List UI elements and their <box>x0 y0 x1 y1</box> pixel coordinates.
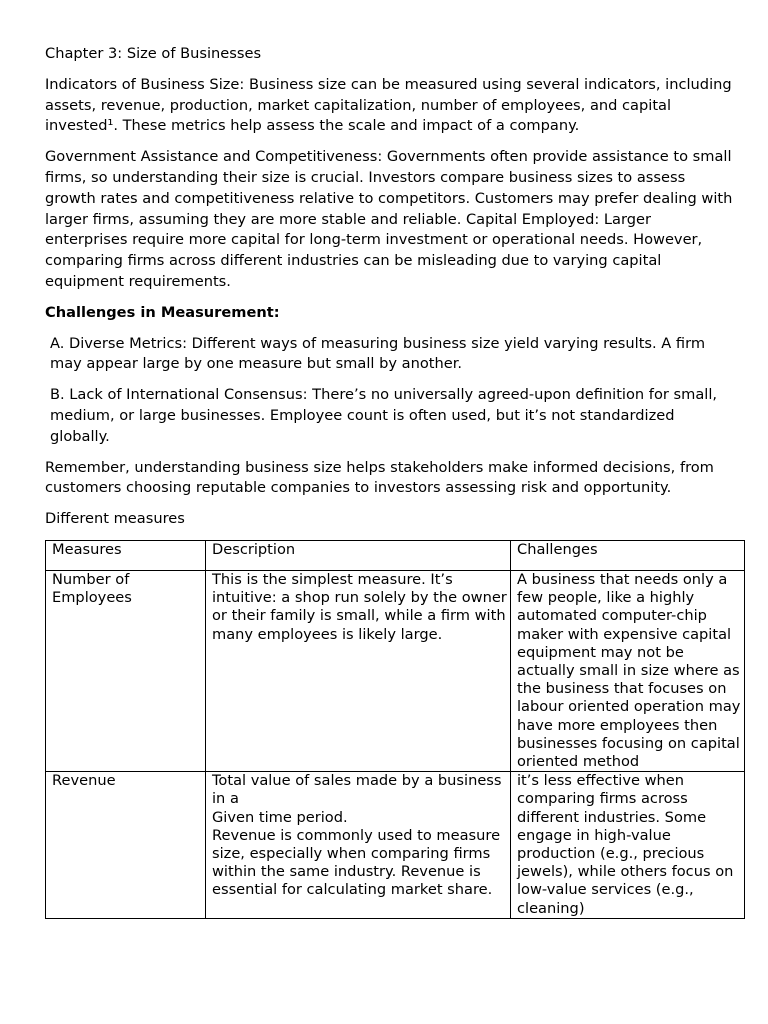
revenue-description-line: Given time period. <box>212 808 348 826</box>
cell-measure-employees: Number of Employees <box>46 570 206 771</box>
table-header-row <box>46 540 745 570</box>
measures-table <box>45 540 745 919</box>
challenge-item-a: A. Diverse Metrics: Different ways of measuring business size yield varying results. A firm may appear large by one measure but small by another. <box>50 334 706 373</box>
revenue-description-line: Revenue is commonly used to measure size, especially when comparing firms within the same industry. Revenue is essential for calculating market share. <box>212 826 501 899</box>
table-row <box>46 570 745 771</box>
challenges-heading: Challenges in Measurement: <box>45 303 280 321</box>
revenue-description-line: Total value of sales made by a business in a <box>212 772 502 808</box>
header-measures-label: Measures <box>52 540 122 558</box>
paragraph-government-assistance: Government Assistance and Competitiveness: Governments often provide assistance to small firms, so understanding their size is crucial. Investors compare business sizes to assess growth rates and competitiveness relative to competitors. Customers may prefer dealing with larger firms, assuming they are more stable and reliable. Capital Employed: Larger enterprises require more capital for long-term investment or operational needs. However, comparing firms across different industries can be misleading due to varying capital equipment requirements. <box>45 148 733 290</box>
table-row <box>46 772 745 919</box>
header-description-label: Description <box>212 540 296 558</box>
cell-description-revenue <box>206 772 511 919</box>
cell-challenges-revenue: it’s less effective when comparing firms across different industries. Some engage in high-value production (e.g., precious jewels), while others focus on low-value services (e.g., cleaning) <box>511 772 745 919</box>
cell-measure-revenue: Revenue <box>46 772 206 919</box>
header-cell-description <box>206 540 511 570</box>
header-cell-measures <box>46 540 206 570</box>
challenge-item-b: B. Lack of International Consensus: There’s no universally agreed-upon definition for small, medium, or large businesses. Employee count is often used, but it’s not standardized globally. <box>50 386 718 445</box>
document-page <box>45 44 741 919</box>
cell-challenges-employees: A business that needs only a few people, like a highly automated computer-chip maker with expensive capital equipment may not be actually small in size where as the business that focuses on labour oriented operation may have more employees then businesses focusing on capital oriented method <box>511 570 745 771</box>
header-challenges-label: Challenges <box>517 540 598 558</box>
table-caption: Different measures <box>45 510 185 528</box>
cell-description-employees: This is the simplest measure. It’s intuitive: a shop run solely by the owner or their family is small, while a firm with many employees is likely large. <box>206 570 511 771</box>
paragraph-remember: Remember, understanding business size helps stakeholders make informed decisions, from customers choosing reputable companies to investors assessing risk and opportunity. <box>45 458 714 497</box>
chapter-title: Chapter 3: Size of Businesses <box>45 45 262 62</box>
paragraph-indicators: Indicators of Business Size: Business size can be measured using several indicators, including assets, revenue, production, market capitalization, number of employees, and capital invested¹. These metrics help assess the scale and impact of a company. <box>45 75 732 135</box>
header-cell-challenges <box>511 540 745 570</box>
